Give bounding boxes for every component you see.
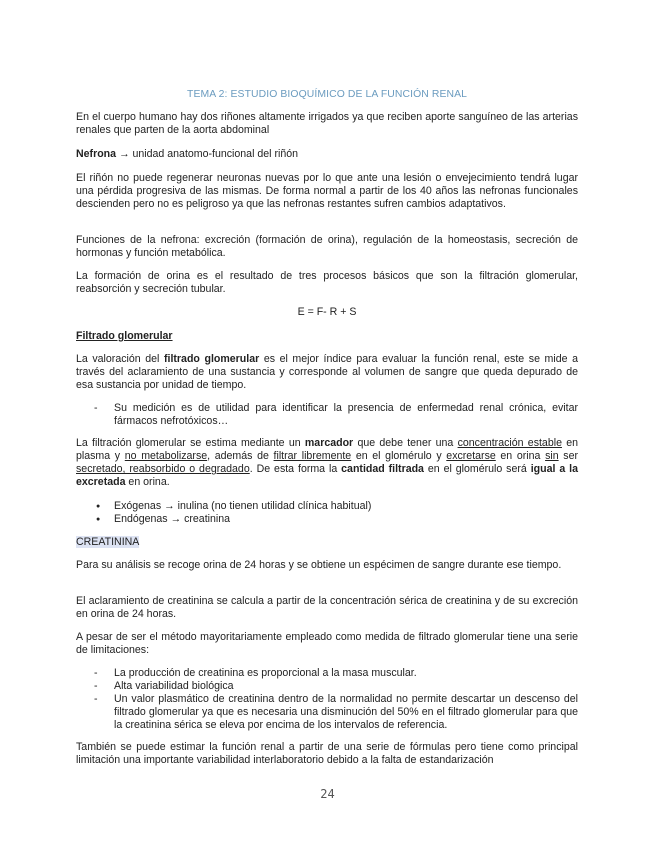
nefrona-term: Nefrona	[76, 148, 117, 160]
list-item: - Alta variabilidad biológica	[76, 680, 578, 693]
highlighted-heading: CREATININA	[76, 536, 140, 548]
term-igual-excretada: igual a la excretada	[76, 463, 578, 488]
text-span: es el mejor índice para evaluar la función renal, este se mide a través del aclaramiento de una sustancia y corresponde al volumen de sangre que queda depurado de esa sustancia por unidad de tiempo.	[76, 353, 578, 391]
text-span: en el glomérulo será	[423, 463, 531, 475]
text-span: en plasma y	[76, 437, 579, 462]
paragraph-nefrona	[76, 148, 578, 161]
page-title: TEMA 2: ESTUDIO BIOQUÍMICO DE LA FUNCIÓN RENAL	[187, 89, 467, 100]
list-item: - La producción de creatinina es proporcional a la masa muscular.	[76, 667, 578, 680]
paragraph-valoracion	[76, 353, 578, 392]
dash-list-medicion	[76, 402, 578, 428]
paragraph-funciones: Funciones de la nefrona: excreción (formación de orina), regulación de la homeostasis, secreción de hormonas y función metabólica.	[76, 234, 578, 259]
text-span: que debe tener una	[353, 437, 458, 449]
paragraph-regeneracion: El riñón no puede regenerar neuronas nuevas por lo que ante una lesión o envejecimiento tendrá lugar una pérdida progresiva de las mismas. De forma normal a partir de los 40 años las nefronas funcionales descienden pero no es peligroso ya que las nefronas restantes sufren cambios adaptativos.	[76, 172, 578, 210]
dash-list-limitaciones	[76, 667, 578, 732]
text-span: La filtración glomerular se estima mediante un	[76, 437, 305, 449]
term-cantidad-filtrada: cantidad filtrada	[341, 463, 424, 475]
underlined-text: concentración estable	[457, 437, 562, 449]
page-number: 24	[320, 787, 335, 801]
text-span: en el glomérulo y	[351, 450, 447, 462]
underlined-text: excretarse	[446, 450, 496, 462]
text-span: en orina	[495, 450, 546, 462]
text-span: La valoración del	[76, 353, 164, 365]
text-span: , además de	[207, 450, 274, 462]
text-span: . De esta forma la	[249, 463, 342, 475]
underlined-text: secretado, reabsorbido o degradado	[76, 463, 250, 475]
underlined-text: sin	[545, 450, 559, 462]
bullet-list-marcadores	[76, 500, 578, 526]
paragraph-formulas: También se puede estimar la función renal a partir de una serie de fórmulas pero tiene como principal limitación una importante variabilidad interlaboratorio debido a la falta de estandarización	[76, 741, 578, 766]
formula: E = F- R + S	[297, 306, 357, 318]
list-item: - Un valor plasmático de creatinina dentro de la normalidad no permite descartar un descenso del filtrado glomerular ya que es necesaria una disminución del 50% en el filtrado glomerular para que la creatinina sérica se eleva por encima de los intervalos de referencia.	[76, 693, 578, 732]
list-item: - Su medición es de utilidad para identificar la presencia de enfermedad renal crónica, evitar fármacos nefrotóxicos…	[76, 402, 578, 428]
nefrona-definition: → unidad anatomo-funcional del riñón	[116, 148, 299, 160]
list-item: ● Exógenas → inulina (no tienen utilidad clínica habitual)	[76, 500, 578, 513]
term-filtrado: filtrado glomerular	[163, 353, 260, 365]
text-span: en orina.	[125, 476, 170, 488]
heading-creatinina	[76, 536, 139, 549]
underlined-text: filtrar libremente	[273, 450, 352, 462]
term-marcador: marcador	[304, 437, 354, 449]
paragraph-marcador	[76, 437, 578, 489]
heading-filtrado: Filtrado glomerular	[76, 330, 173, 342]
paragraph-formacion-orina: La formación de orina es el resultado de tres procesos básicos que son la filtración glomerular, reabsorción y secreción tubular.	[76, 270, 578, 295]
list-item: ● Endógenas → creatinina	[76, 513, 578, 526]
paragraph-analisis: Para su análisis se recoge orina de 24 horas y se obtiene un espécimen de sangre durante ese tiempo.	[76, 559, 562, 571]
paragraph-limitaciones: A pesar de ser el método mayoritariamente empleado como medida de filtrado glomerular tiene una serie de limitaciones:	[76, 631, 578, 656]
paragraph-aclaramiento: El aclaramiento de creatinina se calcula a partir de la concentración sérica de creatinina y de su excreción en orina de 24 horas.	[76, 595, 578, 620]
underlined-text: no metabolizarse	[124, 450, 208, 462]
paragraph-intro: En el cuerpo humano hay dos riñones altamente irrigados ya que reciben aporte sanguíneo de las arterias renales que parten de la aorta abdominal	[76, 111, 578, 136]
text-span: ser	[558, 450, 578, 462]
